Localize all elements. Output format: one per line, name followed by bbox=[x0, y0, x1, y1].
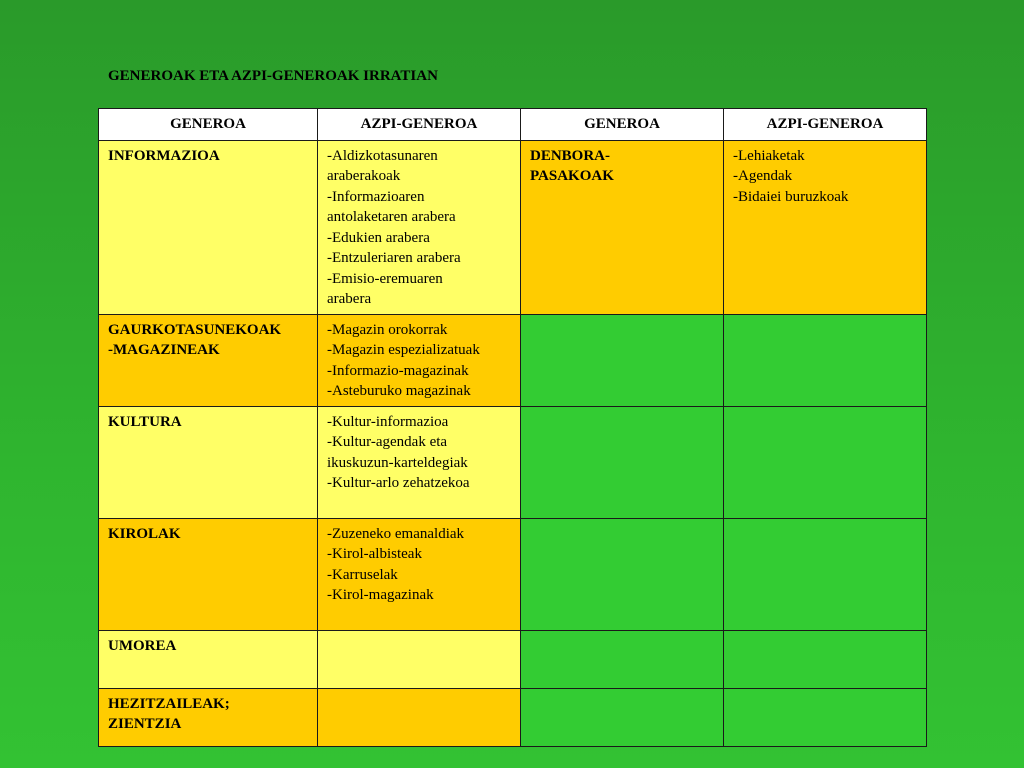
genre-label: HEZITZAILEAK; ZIENTZIA bbox=[108, 695, 230, 732]
genre-cell-2 bbox=[521, 140, 724, 314]
empty-cell bbox=[724, 688, 927, 746]
table-row bbox=[99, 314, 927, 406]
empty-cell bbox=[521, 518, 724, 630]
slide-title: GENEROAK ETA AZPI-GENEROAK IRRATIAN bbox=[108, 68, 438, 84]
subgenre-cell-2 bbox=[724, 140, 927, 314]
genre-cell bbox=[99, 314, 318, 406]
header-subgenre: AZPI-GENEROA bbox=[318, 109, 521, 141]
header-genre: GENEROA bbox=[99, 109, 318, 141]
empty-cell bbox=[724, 406, 927, 518]
table-row bbox=[99, 518, 927, 630]
subgenre-list-2: -Lehiaketak -Agendak -Bidaiei buruzkoak bbox=[733, 147, 849, 205]
genre-cell bbox=[99, 518, 318, 630]
table-row bbox=[99, 688, 927, 746]
subgenre-list: -Zuzeneko emanaldiak -Kirol-albisteak -Karruselak -Kirol-magazinak bbox=[327, 525, 465, 603]
subgenre-cell bbox=[318, 518, 521, 630]
empty-cell bbox=[724, 314, 927, 406]
genre-label: INFORMAZIOA bbox=[108, 147, 220, 164]
header-genre-2: GENEROA bbox=[521, 109, 724, 141]
subgenre-cell bbox=[318, 314, 521, 406]
subgenre-cell bbox=[318, 406, 521, 518]
subgenre-cell bbox=[318, 630, 521, 688]
empty-cell bbox=[724, 518, 927, 630]
genre-cell bbox=[99, 406, 318, 518]
subgenre-list: -Magazin orokorrak -Magazin espezializatuak -Informazio-magazinak -Asteburuko magazinak bbox=[327, 321, 480, 399]
subgenre-cell bbox=[318, 688, 521, 746]
empty-cell bbox=[521, 688, 724, 746]
genre-cell bbox=[99, 688, 318, 746]
empty-cell bbox=[521, 630, 724, 688]
table-row bbox=[99, 140, 927, 314]
table-row bbox=[99, 630, 927, 688]
table-header-row bbox=[99, 109, 927, 141]
empty-cell bbox=[724, 630, 927, 688]
genre-label: KIROLAK bbox=[108, 525, 181, 542]
empty-cell bbox=[521, 314, 724, 406]
genre-label: KULTURA bbox=[108, 413, 182, 430]
genre-table bbox=[98, 108, 927, 747]
empty-cell bbox=[521, 406, 724, 518]
subgenre-cell bbox=[318, 140, 521, 314]
header-subgenre-2: AZPI-GENEROA bbox=[724, 109, 927, 141]
genre-cell bbox=[99, 140, 318, 314]
genre-cell bbox=[99, 630, 318, 688]
genre-label-2: DENBORA- PASAKOAK bbox=[530, 147, 614, 184]
genre-label: UMOREA bbox=[108, 637, 177, 654]
genre-label: GAURKOTASUNEKOAK -MAGAZINEAK bbox=[108, 321, 282, 358]
subgenre-list: -Aldizkotasunaren araberakoak -Informazioaren antolaketaren arabera -Edukien arabera -Entzuleriaren arabera -Emisio-eremuaren arabera bbox=[327, 147, 461, 307]
table-row bbox=[99, 406, 927, 518]
subgenre-list: -Kultur-informazioa -Kultur-agendak eta ikuskuzun-karteldegiak -Kultur-arlo zehatzekoa bbox=[327, 413, 470, 491]
